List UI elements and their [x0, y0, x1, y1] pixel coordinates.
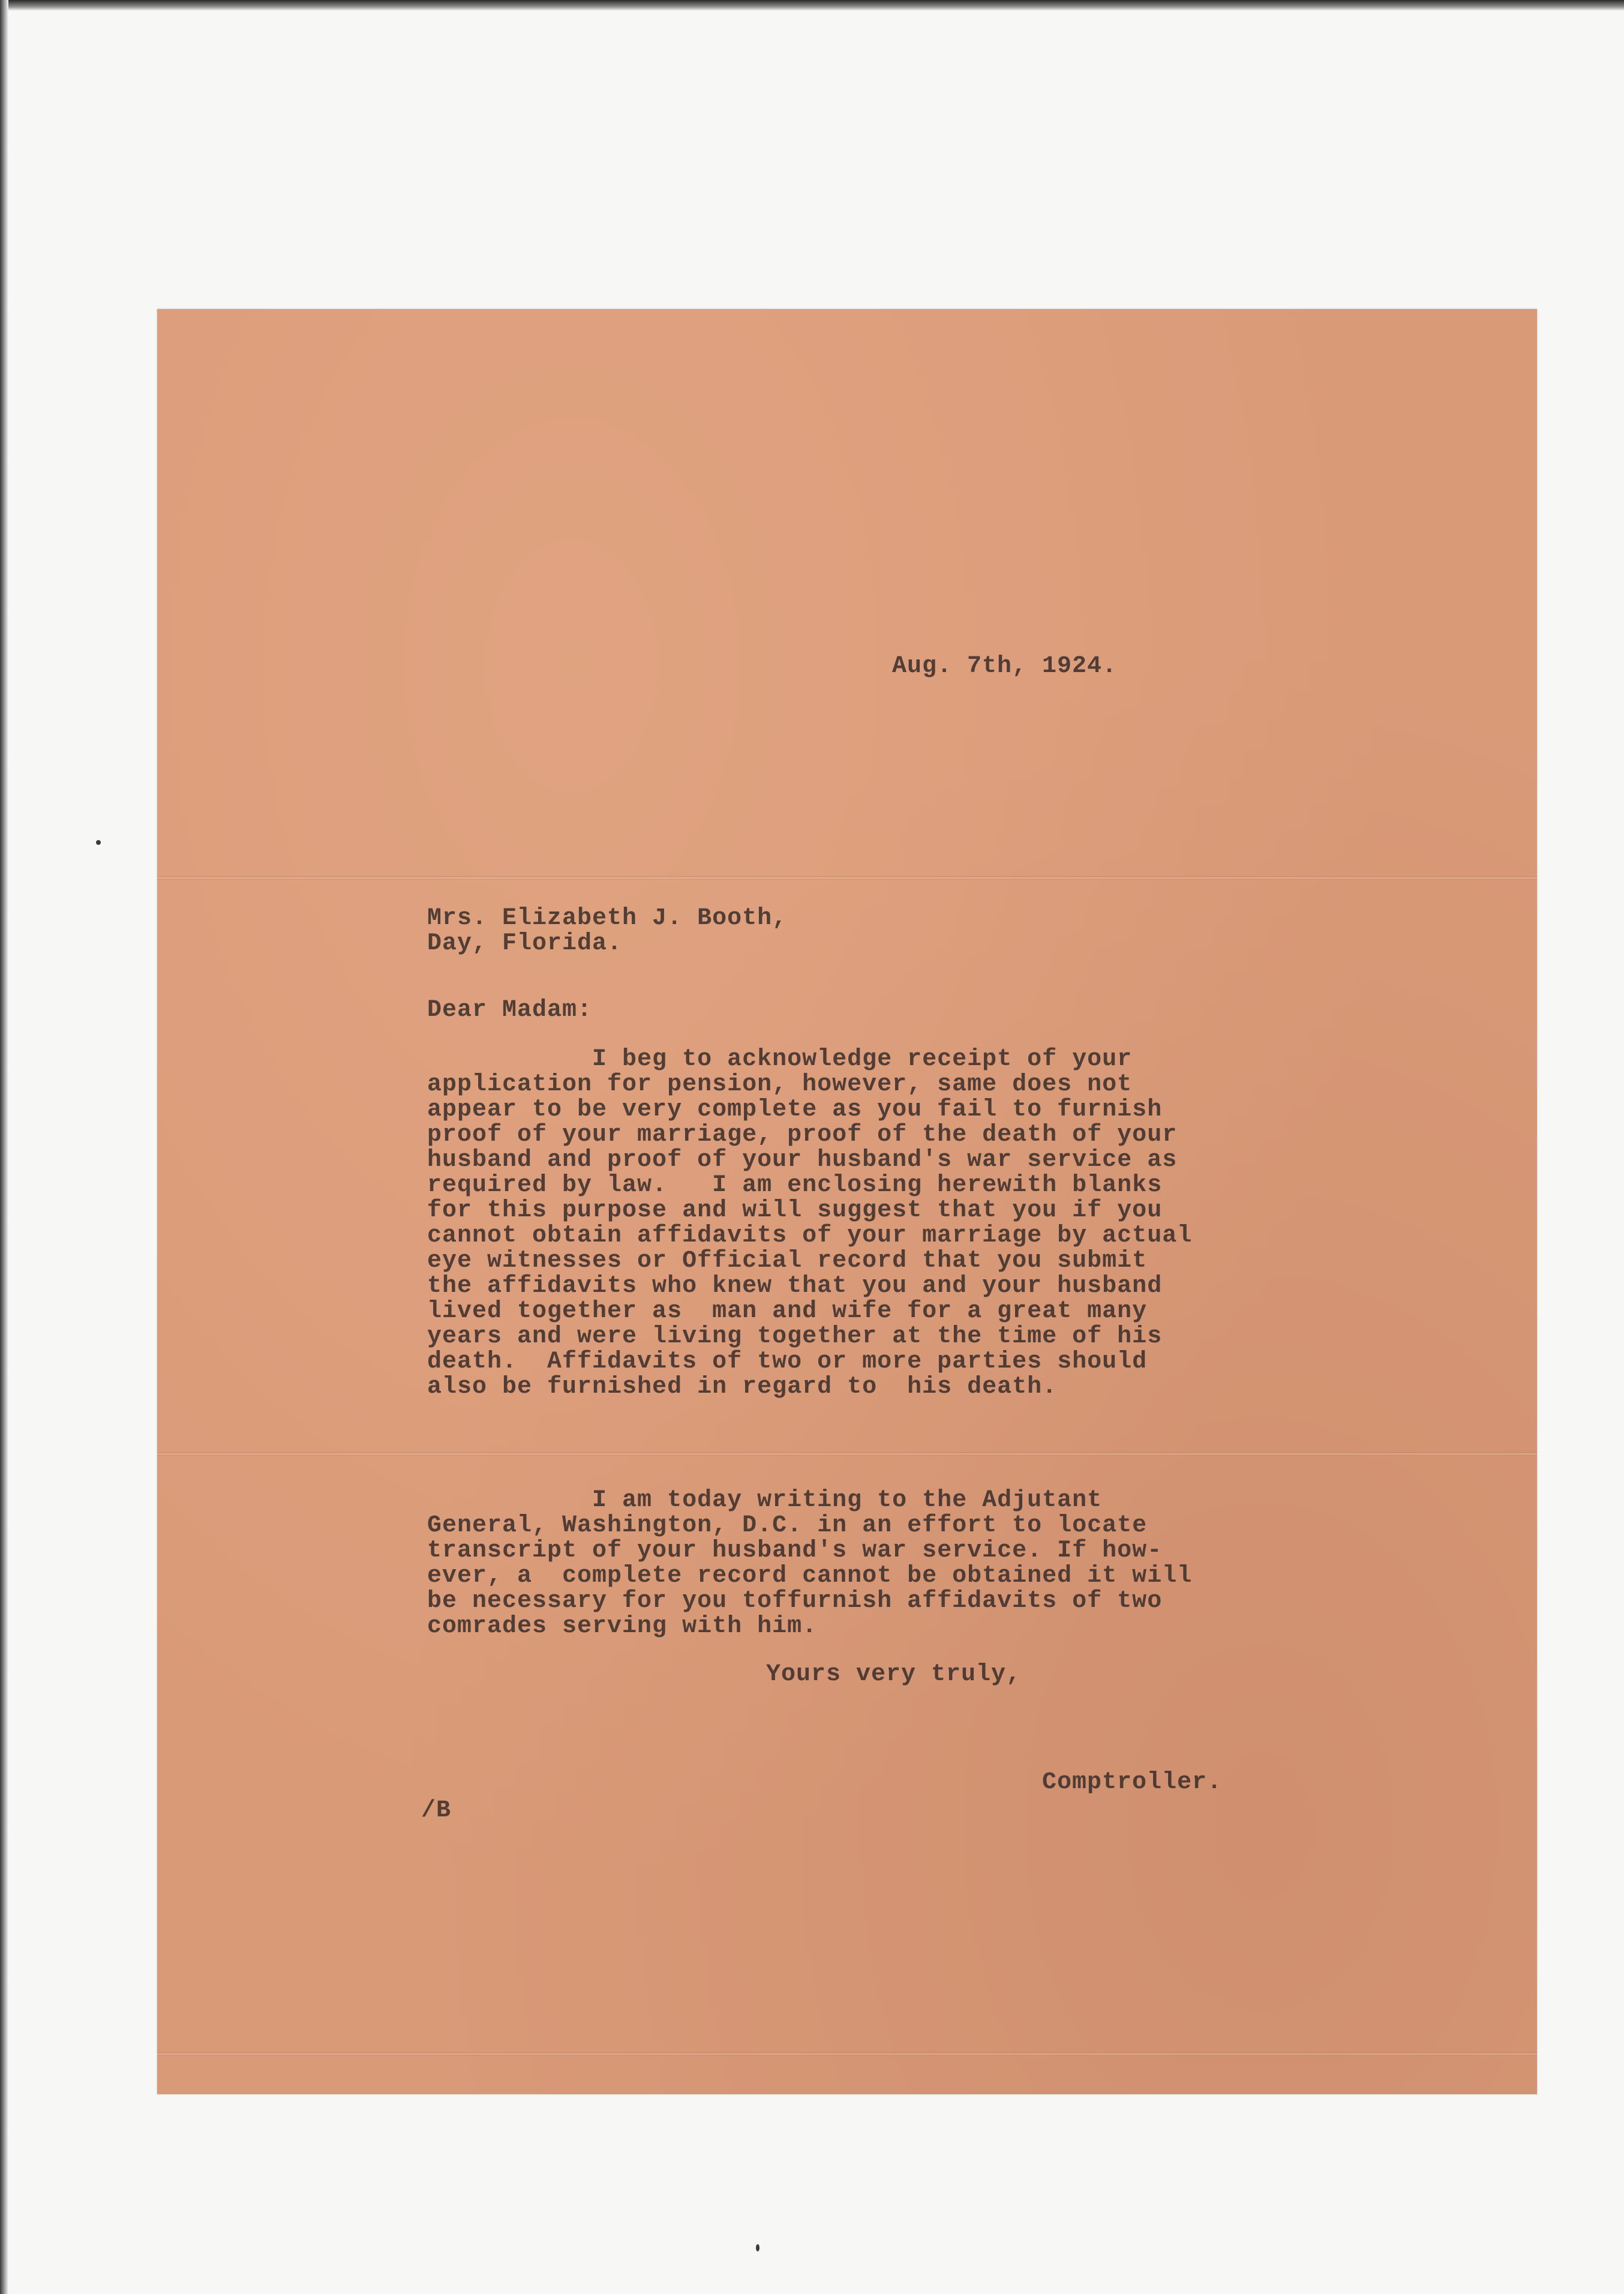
letter-date: Aug. 7th, 1924.: [892, 653, 1118, 680]
body-paragraph-1: [427, 1047, 1192, 1400]
paragraph-line: eye witnesses or Official record that you submit: [427, 1248, 1148, 1275]
paragraph-line: also be furnished in regard to his death.: [427, 1374, 1058, 1401]
addressee-line: Day, Florida.: [427, 930, 623, 957]
scan-speck: [756, 2244, 760, 2251]
paragraph-line: I beg to acknowledge receipt of your: [427, 1046, 1133, 1073]
letter-sheet: [157, 309, 1537, 2094]
fold-crease: [157, 876, 1537, 880]
paragraph-line: lived together as man and wife for a great many: [427, 1298, 1148, 1325]
paragraph-line: years and were living together at the time of his: [427, 1323, 1163, 1350]
salutation: Dear Madam:: [427, 997, 593, 1024]
addressee-block: [427, 906, 787, 956]
complimentary-close: Yours very truly,: [766, 1661, 1022, 1688]
scan-speck: [96, 840, 101, 845]
paragraph-line: ever, a complete record cannot be obtained it will: [427, 1563, 1193, 1590]
signature-title: Comptroller.: [1042, 1769, 1223, 1796]
scan-edge-top: [0, 0, 1624, 11]
paragraph-line: transcript of your husband's war service. If how-: [427, 1537, 1163, 1564]
scan-edge-left: [0, 0, 8, 2294]
paragraph-line: proof of your marriage, proof of the death of your: [427, 1121, 1178, 1149]
paragraph-line: be necessary for you toffurnish affidavits of two: [427, 1588, 1163, 1615]
paragraph-line: death. Affidavits of two or more parties should: [427, 1348, 1148, 1375]
paragraph-line: General, Washington, D.C. in an effort to locate: [427, 1512, 1148, 1539]
paragraph-line: comrades serving with him.: [427, 1613, 818, 1640]
paragraph-line: the affidavits who knew that you and your husband: [427, 1273, 1163, 1300]
paragraph-line: required by law. I am enclosing herewith blanks: [427, 1172, 1163, 1199]
paragraph-line: application for pension, however, same does not: [427, 1071, 1133, 1098]
fold-crease: [157, 1452, 1537, 1456]
addressee-line: Mrs. Elizabeth J. Booth,: [427, 905, 788, 932]
paragraph-line: husband and proof of your husband's war service as: [427, 1147, 1178, 1174]
paragraph-line: I am today writing to the Adjutant: [427, 1487, 1103, 1514]
typist-initials: /B: [421, 1797, 452, 1824]
paragraph-line: cannot obtain affidavits of your marriage by actual: [427, 1222, 1193, 1249]
fold-crease: [157, 2052, 1537, 2056]
paragraph-line: appear to be very complete as you fail to furnish: [427, 1096, 1163, 1123]
paragraph-line: for this purpose and will suggest that you if you: [427, 1197, 1163, 1224]
body-paragraph-2: [427, 1488, 1192, 1639]
